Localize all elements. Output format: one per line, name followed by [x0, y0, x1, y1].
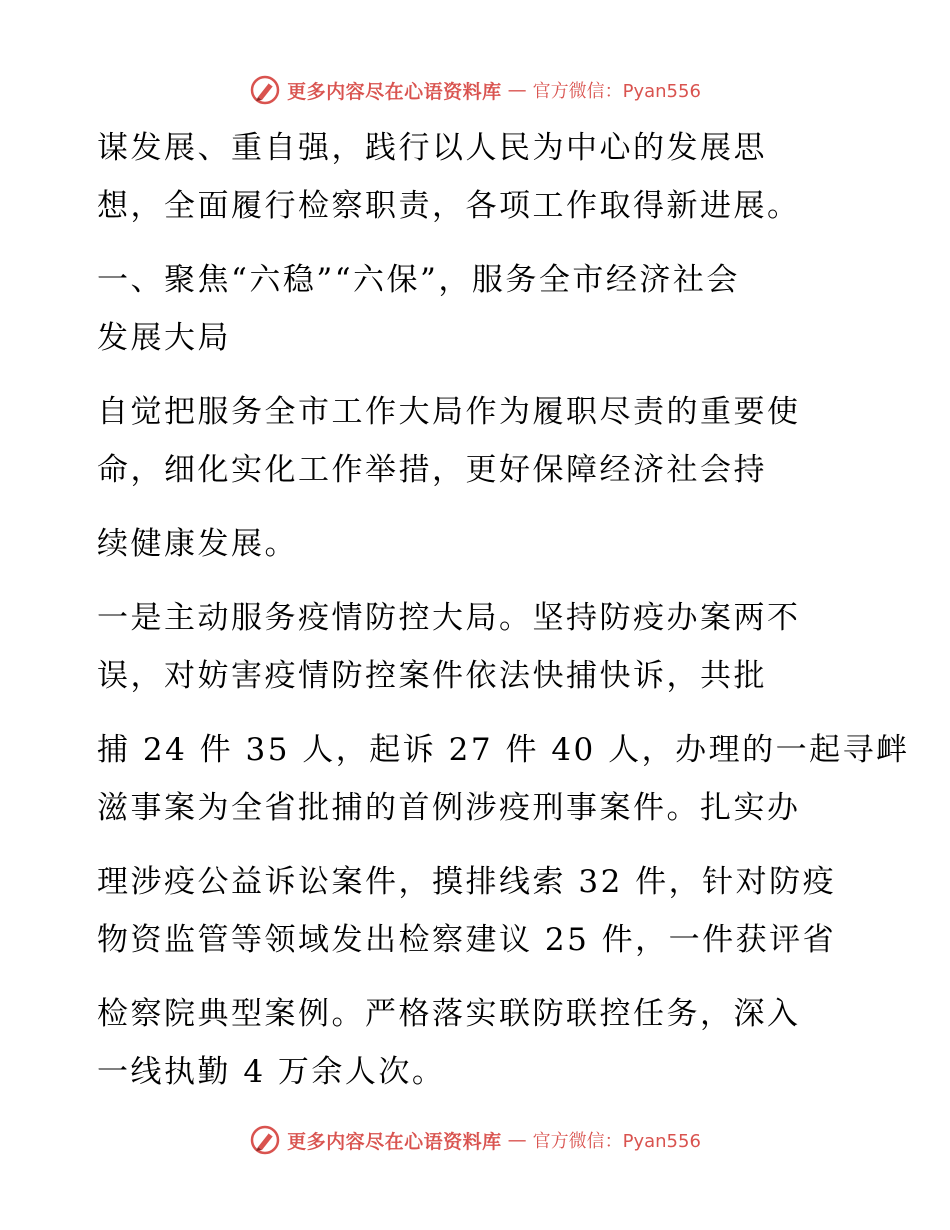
header-brand [249, 74, 701, 106]
body-line: 一线执勤 4 万余人次。 [97, 1054, 446, 1090]
header-wechat-label: 官方微信：Pyan556 [532, 81, 701, 102]
header-brand-text: 更多内容尽在心语资料库 [287, 80, 502, 103]
body-line: 滋事案为全省批捕的首例涉疫刑事案件。扎实办 [97, 790, 801, 826]
body-line: 命，细化实化工作举措，更好保障经济社会持 [97, 452, 767, 488]
body-line: 谋发展、重自强，践行以人民为中心的发展思 [97, 130, 767, 166]
body-line: 想，全面履行检察职责，各项工作取得新进展。 [97, 188, 801, 224]
pen-logo-icon [249, 1124, 281, 1156]
footer-brand [249, 1124, 701, 1156]
body-line: 物资监管等领域发出检察建议 25 件，一件获评省 [97, 922, 837, 958]
body-line: 误，对妨害疫情防控案件依法快捕快诉，共批 [97, 658, 767, 694]
body-line: 续健康发展。 [97, 526, 298, 562]
section-heading: 一、聚焦“六稳”“六保”，服务全市经济社会 [97, 262, 740, 298]
section-heading: 发展大局 [97, 320, 231, 356]
footer-brand-text: 更多内容尽在心语资料库 [287, 1130, 502, 1153]
page-footer [0, 1120, 950, 1160]
pen-logo-icon [249, 74, 281, 106]
body-line: 自觉把服务全市工作大局作为履职尽责的重要使 [97, 394, 801, 430]
page-header [0, 70, 950, 110]
body-line: 检察院典型案例。严格落实联防联控任务，深入 [97, 996, 801, 1032]
body-line: 捕 24 件 35 人，起诉 27 件 40 人，办理的一起寻衅 [97, 732, 910, 768]
header-separator: — [507, 79, 527, 101]
footer-separator: — [507, 1129, 527, 1151]
footer-wechat-label: 官方微信：Pyan556 [532, 1131, 701, 1152]
body-line: 一是主动服务疫情防控大局。坚持防疫办案两不 [97, 600, 801, 636]
body-line: 理涉疫公益诉讼案件，摸排线索 32 件，针对防疫 [97, 864, 837, 900]
